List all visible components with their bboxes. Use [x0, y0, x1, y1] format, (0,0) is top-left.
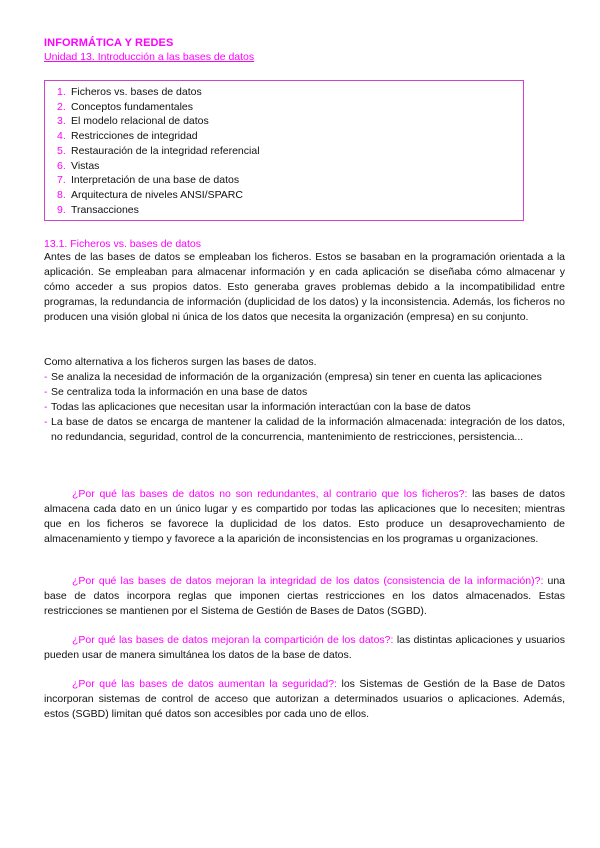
list-intro: Como alternativa a los ficheros surgen las bases de datos.	[44, 356, 317, 368]
course-title: INFORMÁTICA Y REDES	[44, 37, 174, 49]
question: ¿Por qué las bases de datos no son redundantes, al contrario que los ficheros?:	[72, 488, 468, 500]
toc-item: 2. Conceptos fundamentales	[57, 100, 193, 113]
answer: una base de datos incorpora reglas que imponen ciertas restricciones en los datos almacenados. Estas restricciones se mantienen por el Sistema de Gestión de Bases de Datos (SGBD).	[44, 575, 566, 617]
unit-subtitle: Unidad 13. Introducción a las bases de datos	[44, 51, 255, 63]
toc-item: 4. Restricciones de integridad	[57, 130, 198, 143]
qa-paragraph	[44, 487, 565, 547]
question: ¿Por qué las bases de datos aumentan la seguridad?:	[72, 678, 337, 690]
list-item: - Se analiza la necesidad de información de la organización (empresa) sin tener en cuenta las aplicaciones	[44, 371, 542, 383]
intro-paragraph: Antes de las bases de datos se empleaban los ficheros. Estos se basaban en la programación orientada a la aplicación. Se empleaban para almacenar información y en cada aplicación se diseñaba cómo almacenar y cómo acceder a sus propios datos. Esto generaba graves problemas debido a la incompatibilidad entre programas, la redundancia de información (duplicidad de los datos) y la inconsistencia. Además, los ficheros no producen una visión global ni única de los datos que necesita la organización (empresa) en su conjunto.	[44, 251, 565, 323]
answer: los Sistemas de Gestión de la Base de Datos incorporan sistemas de control de acceso que autorizan a determinados usuarios o aplicaciones. Además, estos (SGBD) limitan qué datos son accesibles por cada uno de ellos.	[44, 678, 565, 720]
table-of-contents	[44, 80, 524, 221]
toc-item: 8. Arquitectura de niveles ANSI/SPARC	[57, 188, 243, 201]
answer: las bases de datos almacena cada dato en un único lugar y es compartido por todas las aplicaciones que lo necesiten; mientras que en los ficheros se favorece la duplicidad de los datos. Esto produce un desaprovechamiento de almacenamiento y tiempo y favorece a la aparición de inconsistencias en los programas u organizaciones.	[44, 488, 565, 545]
toc-item: 3. El modelo relacional de datos	[57, 115, 209, 128]
toc-item: 5. Restauración de la integridad referencial	[57, 144, 260, 157]
toc-item: 7. Interpretación de una base de datos	[57, 174, 240, 187]
toc-item: 6. Vistas	[57, 159, 100, 172]
toc-item: 9. Transacciones	[57, 203, 139, 216]
section-heading: 13.1. Ficheros vs. bases de datos	[44, 238, 202, 250]
qa-paragraph	[44, 574, 565, 619]
toc-item: 1. Ficheros vs. bases de datos	[57, 86, 202, 98]
question: ¿Por qué las bases de datos mejoran la integridad de los datos (consistencia de la información)?:	[72, 575, 544, 587]
answer: las distintas aplicaciones y usuarios pueden usar de manera simultánea los datos de la base de datos.	[44, 634, 565, 661]
qa-paragraph	[44, 633, 565, 663]
list-item: - Todas las aplicaciones que necesitan usar la información interactúan con la base de datos	[44, 401, 471, 413]
list-item: - La base de datos se encarga de mantener la calidad de la información almacenada: integración de los datos, no redundancia, seguridad, control de la concurrencia, mantenimiento de restricciones, persistencia...	[44, 416, 565, 443]
question: ¿Por qué las bases de datos mejoran la compartición de los datos?:	[72, 634, 394, 646]
qa-paragraph	[44, 677, 565, 722]
list-item: - Se centraliza toda la información en una base de datos	[44, 386, 308, 398]
advantages-list	[44, 370, 565, 445]
